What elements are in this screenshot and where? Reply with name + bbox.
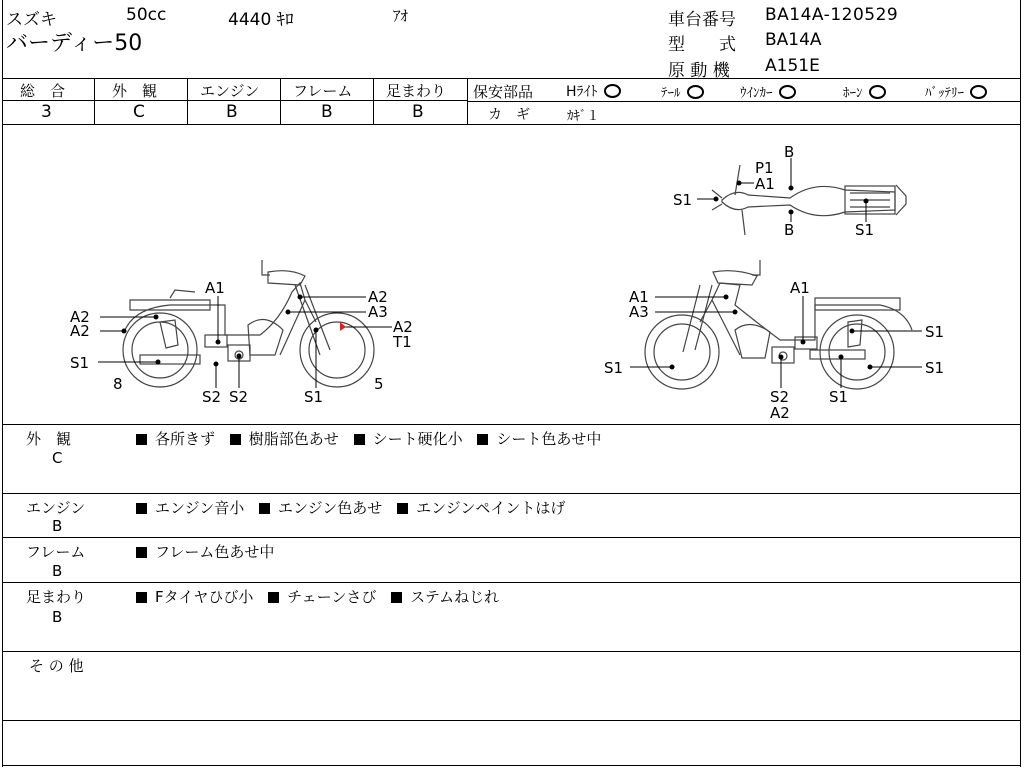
body-color: ｱｵ [393,7,409,25]
bullet-square-icon [391,592,402,603]
note-item: エンジン音小 [155,499,245,517]
safety-item-horn: ﾎｰﾝ [843,82,886,101]
engine-model-label: 原 動 機 [668,61,730,81]
bullet-square-icon [477,434,488,445]
score-divider-1 [94,78,95,124]
circle-mark-icon [869,85,886,99]
score-divider-4 [373,78,374,124]
note-item: Fタイヤひび小 [155,588,254,606]
note-item: チェーンさび [287,588,377,606]
note-item: エンジンペイントはげ [416,499,566,517]
bullet-square-icon [268,592,279,603]
circle-mark-icon [779,85,796,99]
diag-right-s1-bottom: S1 [829,388,849,406]
note-engine-label: エンジン [26,499,86,517]
diag-left-a3: A3 [368,303,388,321]
diag-left-t1: T1 [393,333,412,351]
bullet-square-icon [259,503,270,514]
bike-left-labels [70,279,413,406]
rule-notes-1 [2,493,1021,494]
diag-top-b-top: B [784,143,795,161]
diag-right-s1-upper: S1 [925,323,945,341]
note-frame-grade: B [52,562,63,580]
diag-left-s1-bottom: S1 [304,388,324,406]
circle-mark-icon [604,84,621,98]
mileage: 4440 ｷﾛ [228,10,294,30]
model-type-label: 型 式 [668,35,736,55]
diag-left-a2-right: A2 [393,318,413,336]
diag-top-b-bottom: B [784,221,795,239]
diag-top-p1: P1 [755,159,774,177]
model-type: BA14A [765,30,822,50]
diag-right-a3: A3 [629,303,649,321]
score-divider-2 [187,78,188,124]
bullet-square-icon [136,503,147,514]
note-suspension-label: 足まわり [26,588,87,606]
diag-left-s2-b: S2 [229,388,249,406]
rule-notes-5 [2,720,1021,721]
note-engine-items [136,497,575,518]
bullet-square-icon [230,434,241,445]
note-other-label: そ の 他 [29,657,84,675]
engine-label: エンジン [200,82,260,100]
overall-label: 総 合 [20,82,66,100]
engine-model: A151E [765,56,820,76]
diag-left-a2-lower: A2 [70,322,90,340]
overall-score: 3 [41,102,52,122]
safety-item-headlight: Hﾗｲﾄ [566,81,621,101]
bike-left-view [123,260,374,387]
displacement: 50cc [126,5,167,25]
bullet-square-icon [136,592,147,603]
rule-notes-4 [2,651,1021,652]
note-item: フレーム色あせ中 [155,543,275,561]
score-divider-5 [467,78,468,124]
bike-right-leaders [630,295,922,388]
note-item: エンジン色あせ [278,499,383,517]
rule-safety-mid [468,101,1021,102]
rule-notes-3 [2,582,1021,583]
frame-no-label: 車台番号 [668,10,736,30]
bullet-square-icon [136,547,147,558]
diag-right-s2: S2 [770,388,790,406]
frame-score: B [321,102,333,122]
safety-item-battery: ﾊﾞｯﾃﾘｰ [925,82,987,101]
bullet-square-icon [136,434,147,445]
score-divider-3 [280,78,281,124]
rule-diagram-bottom [2,424,1021,425]
bike-right-labels [604,279,944,422]
note-item: 樹脂部色あせ [248,430,339,448]
rule-header-bottom [2,78,1021,79]
engine-score: B [226,102,238,122]
note-frame-label: フレーム [26,543,86,561]
note-exterior-items [136,428,611,449]
diag-left-s2-a: S2 [202,388,222,406]
note-suspension-grade: B [52,608,63,626]
bike-top-view [712,165,906,235]
bike-right-view [645,260,912,389]
bullet-square-icon [397,503,408,514]
note-frame-items [136,541,284,562]
maker: スズキ [6,10,57,30]
bullet-square-icon [354,434,365,445]
note-item: シート硬化小 [372,430,463,448]
note-exterior-label: 外 観 [26,430,72,448]
diag-left-num8: 8 [113,375,123,393]
bike-top-labels [673,143,874,239]
safety-item-winker: ｳｲﾝｶｰ [740,82,796,101]
note-engine-grade: B [52,517,63,535]
safety-label: 保安部品 [473,83,534,101]
safety-item-tail: ﾃｰﾙ [661,82,704,101]
diag-right-a2: A2 [770,404,790,422]
key-value: ｶｷﾞ１ [567,109,600,124]
diag-left-a2-top: A2 [368,288,388,306]
rule-bottom [2,765,1021,766]
exterior-label: 外 観 [112,82,158,100]
diag-left-s1: S1 [70,354,90,372]
frame-label: フレーム [293,82,353,100]
rule-notes-2 [2,537,1021,538]
note-item: シート色あせ中 [496,430,602,448]
note-item: ステムねじれ [410,588,500,606]
note-item: 各所きず [155,430,216,448]
diag-top-a1: A1 [755,175,775,193]
note-suspension-items [136,586,509,607]
exterior-score: C [133,102,145,122]
circle-mark-icon [687,85,704,99]
diag-left-a1: A1 [205,279,225,297]
circle-mark-icon [970,85,987,99]
suspension-score: B [412,102,424,122]
diag-right-a1: A1 [629,288,649,306]
frame-no: BA14A-120529 [765,5,899,25]
model-name: バーディー50 [6,31,143,56]
key-label: カ ギ [488,107,530,123]
note-exterior-grade: C [52,449,63,467]
bike-left-leaders [98,295,392,388]
diag-right-a1-seat: A1 [790,279,810,297]
diag-top-s1-left: S1 [673,191,693,209]
bike-diagram [0,125,1024,425]
suspension-label: 足まわり [386,82,447,100]
diag-right-s1-lower: S1 [925,359,945,377]
diag-left-a2-upper: A2 [70,308,90,326]
diag-left-num5: 5 [374,375,384,393]
diag-right-s1-left: S1 [604,359,624,377]
diag-top-s1-right: S1 [855,221,875,239]
